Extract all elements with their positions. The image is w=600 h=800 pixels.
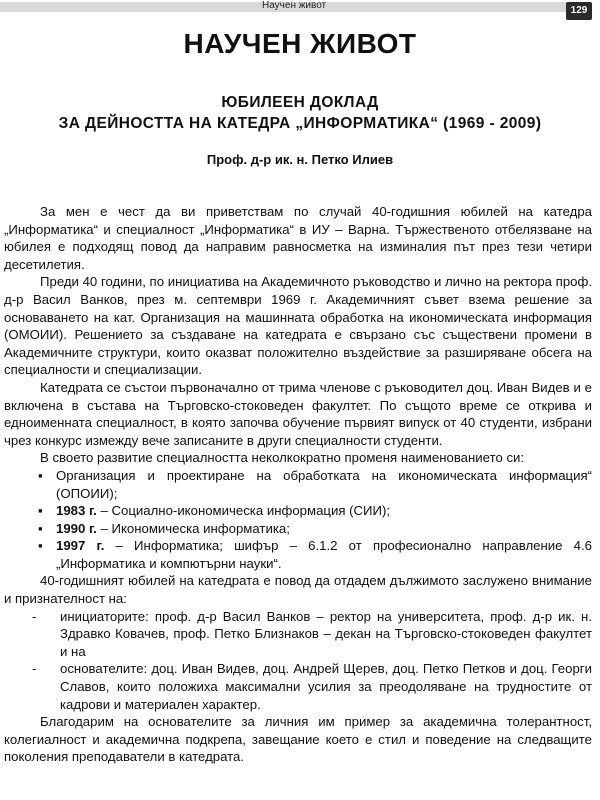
square-bullet-icon: ▪ (38, 503, 43, 519)
list-item-text: Организация и проектиране на обработката на икономическата информация“ (ОПОИИ); (56, 467, 592, 501)
list-item-text: – Информатика; шифър – 6.1.2 от професионално направление 4.6 „Информатика и компютърни науки“. (56, 538, 592, 571)
paragraph: 40-годишният юбилей на катедрата е повод да отдадем дължимото заслужено внимание и признателност на: (4, 573, 592, 607)
list-item (4, 467, 592, 502)
running-head (0, 0, 600, 14)
section-title: НАУЧЕН ЖИВОТ (183, 28, 417, 59)
paragraph: За мен е чест да ви приветствам по случай 40-годишния юбилей на катедра „Информатика“ и специалност „Информатика“ в ИУ – Варна. Тържественото отбелязване на юбилея е подходящ повод да направим равносметка на изминалия път през тези четири десетилетия. (4, 204, 592, 272)
square-bullet-icon: ▪ (38, 467, 43, 483)
list-item-text: инициаторите: проф. д-р Васил Ванков – ректор на университета, проф. д-р ик. н. Здравко Ковачев, проф. Петко Близнаков – декан на Търговско-стоковеден факултет и на (60, 608, 592, 659)
list-item-text: – Икономическа информатика; (96, 520, 290, 536)
article-body (4, 203, 592, 766)
article-title-line-1: ЮБИЛЕЕН ДОКЛАД (221, 94, 379, 111)
running-head-title: Научен живот (262, 0, 327, 11)
article-title (0, 92, 600, 134)
list-item (4, 520, 592, 538)
article-title-line-2: ЗА ДЕЙНОСТТА НА КАТЕДРА „ИНФОРМАТИКА“ (1969 - 2009) (58, 115, 542, 132)
list-item-year: 1997 г. (56, 538, 105, 554)
list-item-year: 1983 г. (56, 503, 97, 519)
list-item-text: основателите: доц. Иван Видев, доц. Андрей Щерев, доц. Петко Петков и доц. Георги Славов, които положиха максимални усилия за преодоляване на трудностите от кадрови и материален характер. (60, 661, 592, 712)
acknowledgements-list (4, 608, 592, 714)
paragraph: Благодарим на основателите за личния им пример за академична толерантност, колегиалност и академична подкрепа, завещание което е стил и поведение на следващите поколения преподаватели в катедрата. (4, 714, 592, 765)
list-item-text: – Социално-икономическа информация (СИИ); (96, 503, 391, 519)
square-bullet-icon: ▪ (38, 538, 43, 554)
paragraph: Катедрата се състои първоначално от трима членове с ръководител доц. Иван Видев и е включена в състава на Търговско-стоковеден факултет. По същото време се открива и едноименната специалност, в която започва обучение първият випуск от 40 студенти, избрани чрез конкурс измежду вече записаните в други специалности студенти. (4, 379, 592, 448)
paragraph: Преди 40 години, по инициатива на Академичното ръководство и лично на ректора проф. д-р Васил Ванков, през м. септември 1969 г. Академичният съвет взема решение за основаването на кат. Организация на машинната обработка на икономическата информация (ОМОИИ). Решението за създаване на катедрата е свързано със съществени промени в Академичните структури, които оказват положително въздействие за разширяване обсега на специалности и специализации. (4, 274, 592, 378)
list-item (4, 608, 592, 661)
name-changes-list (4, 467, 592, 573)
square-bullet-icon: ▪ (38, 520, 43, 536)
page-number: 129 (566, 2, 592, 20)
paragraph: В своето развитие специалността неколкократно променя наименованието си: (40, 450, 525, 466)
dash-bullet-icon: - (32, 608, 37, 624)
dash-bullet-icon: - (32, 661, 37, 677)
list-item (4, 660, 592, 713)
list-item (4, 537, 592, 572)
list-item (4, 502, 592, 520)
list-item-year: 1990 г. (56, 520, 97, 536)
author-byline: Проф. д-р ик. н. Петко Илиев (206, 152, 394, 167)
